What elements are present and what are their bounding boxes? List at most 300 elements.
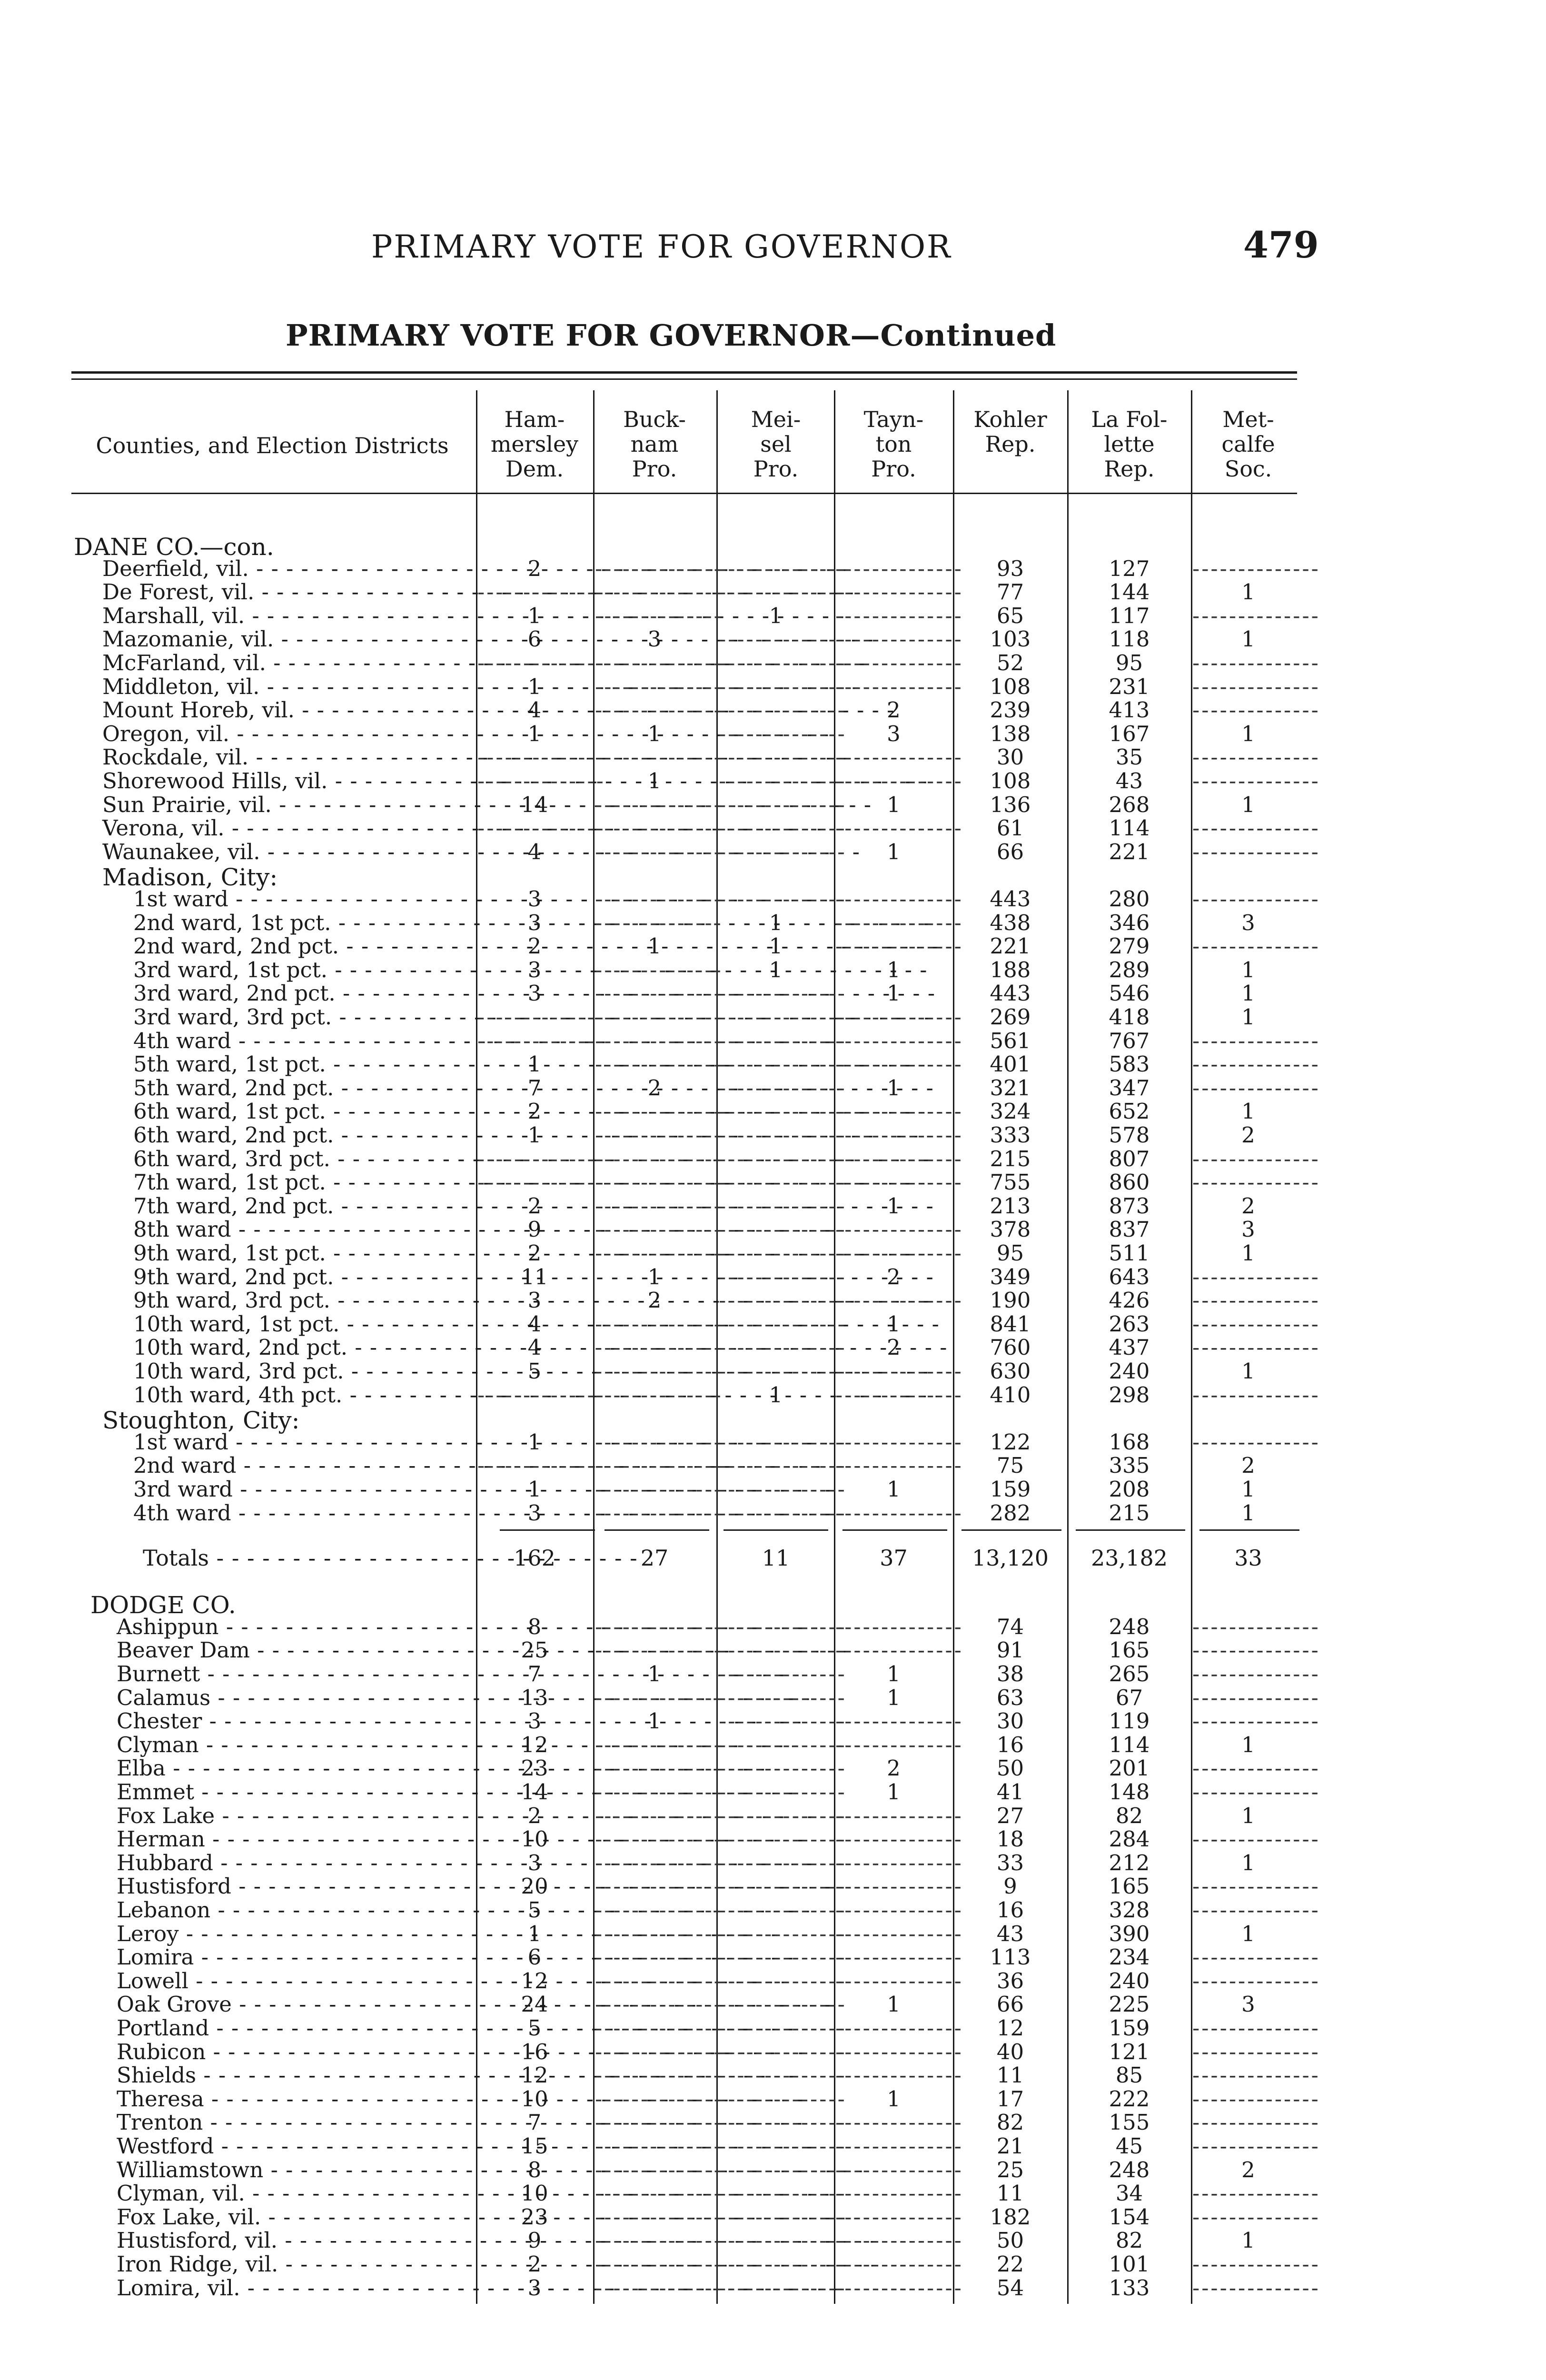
vote-cell: 443 bbox=[990, 981, 1031, 1006]
table-row bbox=[0, 1076, 1546, 1100]
vote-cell: 234 bbox=[1109, 1944, 1150, 1970]
table-row bbox=[0, 2205, 1546, 2229]
vote-cell: -------------- bbox=[1192, 2110, 1320, 2135]
vote-cell: -------------- bbox=[1192, 1708, 1320, 1734]
vote-cell: -------------- bbox=[719, 674, 847, 699]
vote-cell: -------------- bbox=[719, 1779, 847, 1805]
vote-cell: 33 bbox=[1234, 1545, 1262, 1571]
vote-cell: 437 bbox=[1109, 1335, 1150, 1360]
district-name: Totals - - - bbox=[143, 1546, 471, 1570]
vote-cell: -------------- bbox=[719, 2275, 847, 2301]
district-name: Williamstown - - - bbox=[117, 2158, 471, 2182]
vote-cell: -------------- bbox=[1192, 1051, 1320, 1077]
district-name: 2nd ward - - - bbox=[133, 1454, 471, 1478]
vote-cell: -------------- bbox=[595, 2133, 723, 2159]
vote-cell: 113 bbox=[990, 1944, 1031, 1970]
vote-cell: 66 bbox=[996, 1992, 1024, 2017]
vote-cell: 298 bbox=[1109, 1382, 1150, 1408]
vote-cell: 438 bbox=[990, 910, 1031, 935]
vote-cell: 265 bbox=[1109, 1661, 1150, 1686]
vote-cell: 643 bbox=[1109, 1264, 1150, 1289]
vote-cell: 225 bbox=[1109, 1992, 1150, 2017]
vote-cell: 63 bbox=[996, 1685, 1024, 1710]
vote-cell: -------------- bbox=[835, 1708, 963, 1734]
vote-cell: 1 bbox=[769, 957, 783, 982]
district-name: Middleton, vil. - - - bbox=[102, 675, 471, 699]
district-name: 6th ward, 2nd pct. - - - bbox=[133, 1123, 471, 1147]
vote-cell: 837 bbox=[1109, 1217, 1150, 1242]
vote-cell: 755 bbox=[990, 1170, 1031, 1195]
vote-cell: 1 bbox=[1241, 1803, 1255, 1828]
district-name: Marshall, vil. - - - bbox=[102, 604, 471, 628]
district-name: Mazomanie, vil. - - - bbox=[102, 627, 471, 651]
vote-cell: -------------- bbox=[1192, 1028, 1320, 1053]
district-name: Lomira - - - bbox=[117, 1945, 471, 1969]
vote-cell: -------------- bbox=[835, 1146, 963, 1171]
vote-cell: 13,120 bbox=[972, 1545, 1049, 1571]
vote-cell: -------------- bbox=[1192, 2039, 1320, 2064]
vote-cell: 390 bbox=[1109, 1921, 1150, 1946]
table-row bbox=[0, 911, 1546, 935]
vote-cell: 841 bbox=[990, 1311, 1031, 1337]
table-row bbox=[0, 2134, 1546, 2158]
table-row bbox=[0, 2111, 1546, 2134]
vote-cell: 1 bbox=[647, 1708, 662, 1734]
vote-cell: -------------- bbox=[477, 1146, 605, 1171]
vote-cell: -------------- bbox=[719, 1264, 847, 1289]
vote-cell: -------------- bbox=[1192, 2086, 1320, 2112]
vote-cell: -------------- bbox=[1192, 768, 1320, 793]
vote-cell: -------------- bbox=[719, 1028, 847, 1053]
table-row bbox=[0, 1780, 1546, 1804]
vote-cell: 114 bbox=[1109, 1732, 1150, 1757]
vote-cell: 2 bbox=[527, 1240, 542, 1266]
vote-cell: -------------- bbox=[595, 1122, 723, 1148]
table-row bbox=[0, 1383, 1546, 1407]
vote-cell: -------------- bbox=[595, 579, 723, 605]
vote-cell: -------------- bbox=[595, 2251, 723, 2277]
district-name: Elba - - - bbox=[117, 1756, 471, 1780]
vote-cell: 1 bbox=[769, 603, 783, 628]
vote-cell: 248 bbox=[1109, 1614, 1150, 1639]
vote-cell: 860 bbox=[1109, 1170, 1150, 1195]
vote-cell: 222 bbox=[1109, 2086, 1150, 2112]
table-row bbox=[0, 1686, 1546, 1710]
vote-cell: -------------- bbox=[595, 815, 723, 841]
vote-cell: -------------- bbox=[1192, 1968, 1320, 1993]
table-row bbox=[0, 1662, 1546, 1686]
vote-cell: 127 bbox=[1109, 555, 1150, 581]
vote-cell: 5 bbox=[527, 2015, 542, 2041]
vote-cell: 10 bbox=[521, 2181, 548, 2206]
table-row bbox=[0, 1312, 1546, 1336]
column-header: Buck- nam Pro. bbox=[623, 407, 686, 482]
vote-cell: 201 bbox=[1109, 1755, 1150, 1781]
vote-cell: -------------- bbox=[835, 886, 963, 912]
vote-cell: 2 bbox=[887, 1755, 901, 1781]
vote-cell: 410 bbox=[990, 1382, 1031, 1408]
column-header: La Fol- lette Rep. bbox=[1091, 407, 1168, 482]
vote-cell: -------------- bbox=[1192, 744, 1320, 770]
vote-cell: -------------- bbox=[835, 2133, 963, 2159]
district-name: De Forest, vil. - - - bbox=[102, 580, 471, 604]
table-row bbox=[0, 1218, 1546, 1241]
vote-cell: -------------- bbox=[719, 2204, 847, 2230]
table-row bbox=[0, 1123, 1546, 1147]
vote-cell: 1 bbox=[1241, 1850, 1255, 1875]
vote-cell: 1 bbox=[769, 1382, 783, 1408]
vote-cell: -------------- bbox=[835, 768, 963, 793]
column-header: Tayn- ton Pro. bbox=[863, 407, 924, 482]
vote-cell: -------------- bbox=[595, 1170, 723, 1195]
district-name: 2nd ward, 2nd pct. - - - bbox=[133, 934, 471, 958]
vote-cell: 3 bbox=[527, 886, 542, 912]
table-row bbox=[0, 698, 1546, 722]
district-name: Fox Lake - - - bbox=[117, 1804, 471, 1828]
vote-cell: 2 bbox=[887, 1335, 901, 1360]
vote-cell: 27 bbox=[640, 1545, 669, 1571]
vote-cell: 168 bbox=[1109, 1429, 1150, 1455]
table-row bbox=[0, 1147, 1546, 1171]
vote-cell: 6 bbox=[527, 1944, 542, 1970]
district-name: Waunakee, vil. - - - bbox=[102, 840, 471, 864]
vote-cell: -------------- bbox=[719, 1099, 847, 1124]
vote-cell: -------------- bbox=[835, 2110, 963, 2135]
vote-cell: 82 bbox=[996, 2110, 1024, 2135]
vote-cell: -------------- bbox=[1192, 1075, 1320, 1101]
vote-cell: 25 bbox=[521, 1637, 548, 1663]
district-name: Verona, vil. - - - bbox=[102, 816, 471, 840]
vote-cell: 133 bbox=[1109, 2275, 1150, 2301]
vote-cell: -------------- bbox=[595, 1453, 723, 1478]
vote-cell: 263 bbox=[1109, 1311, 1150, 1337]
vote-cell: -------------- bbox=[719, 1288, 847, 1313]
vote-cell: 3 bbox=[1241, 910, 1255, 935]
vote-cell: -------------- bbox=[1192, 933, 1320, 959]
vote-cell: -------------- bbox=[719, 2063, 847, 2088]
vote-cell: -------------- bbox=[835, 910, 963, 935]
district-name: 2nd ward, 1st pct. - - - bbox=[133, 911, 471, 935]
vote-cell: 1 bbox=[527, 1921, 542, 1946]
vote-cell: -------------- bbox=[595, 650, 723, 675]
vote-cell: -------------- bbox=[595, 886, 723, 912]
vote-cell: 1 bbox=[1241, 957, 1255, 982]
vote-cell: 546 bbox=[1109, 981, 1150, 1006]
vote-cell: 52 bbox=[996, 650, 1024, 675]
district-name: 9th ward, 3rd pct. - - - bbox=[133, 1289, 471, 1312]
vote-cell: 2 bbox=[887, 697, 901, 723]
vote-cell: 25 bbox=[996, 2157, 1024, 2182]
table-row bbox=[0, 722, 1546, 746]
district-name: Oregon, vil. - - - bbox=[102, 722, 471, 746]
vote-cell: 215 bbox=[990, 1146, 1031, 1171]
vote-cell: 767 bbox=[1109, 1028, 1150, 1053]
vote-cell: 1 bbox=[1241, 579, 1255, 605]
vote-cell: -------------- bbox=[835, 2181, 963, 2206]
district-name: 4th ward - - - bbox=[133, 1501, 471, 1525]
district-name: Westford - - - bbox=[117, 2134, 471, 2158]
vote-cell: -------------- bbox=[595, 2275, 723, 2301]
vote-cell: 30 bbox=[996, 1708, 1024, 1734]
vote-cell: -------------- bbox=[477, 579, 605, 605]
vote-cell: 1 bbox=[647, 1661, 662, 1686]
table-row bbox=[0, 2252, 1546, 2276]
district-name: Emmet - - - bbox=[117, 1780, 471, 1804]
table-row bbox=[0, 1478, 1546, 1501]
vote-cell: 1 bbox=[887, 2086, 901, 2112]
vote-cell: -------------- bbox=[719, 1453, 847, 1478]
vote-cell: -------------- bbox=[1192, 1944, 1320, 1970]
vote-cell: -------------- bbox=[719, 768, 847, 793]
vote-cell: 22 bbox=[996, 2251, 1024, 2277]
vote-cell: -------------- bbox=[719, 1637, 847, 1663]
vote-cell: -------------- bbox=[595, 981, 723, 1006]
vote-cell: 3 bbox=[1241, 1992, 1255, 2017]
vote-cell: -------------- bbox=[719, 839, 847, 864]
table-row bbox=[0, 651, 1546, 675]
district-name: 1st ward - - - bbox=[133, 1430, 471, 1454]
vote-cell: 11 bbox=[521, 1264, 548, 1289]
vote-cell: -------------- bbox=[835, 933, 963, 959]
vote-cell: 10 bbox=[521, 2086, 548, 2112]
vote-cell: 23 bbox=[521, 1755, 548, 1781]
vote-cell: 144 bbox=[1109, 579, 1150, 605]
vote-cell: -------------- bbox=[1192, 2251, 1320, 2277]
district-name: 10th ward, 2nd pct. - - - bbox=[133, 1336, 471, 1359]
vote-cell: -------------- bbox=[835, 1826, 963, 1852]
vote-cell: -------------- bbox=[595, 2039, 723, 2064]
district-name: 10th ward, 1st pct. - - - bbox=[133, 1312, 471, 1336]
vote-cell: -------------- bbox=[1192, 839, 1320, 864]
vote-cell: 95 bbox=[996, 1240, 1024, 1266]
vote-cell: -------------- bbox=[719, 2228, 847, 2253]
vote-cell: 2 bbox=[1241, 1193, 1255, 1219]
vote-cell: -------------- bbox=[1192, 1685, 1320, 1710]
vote-cell: 85 bbox=[1115, 2063, 1143, 2088]
table-row bbox=[0, 1709, 1546, 1733]
vote-cell: 3 bbox=[527, 2275, 542, 2301]
vote-cell: -------------- bbox=[1192, 555, 1320, 581]
table-row bbox=[0, 1898, 1546, 1922]
vote-cell: 43 bbox=[996, 1921, 1024, 1946]
vote-cell: -------------- bbox=[835, 1453, 963, 1478]
sum-line bbox=[605, 1529, 709, 1531]
vote-cell: -------------- bbox=[595, 1803, 723, 1828]
vote-cell: 1 bbox=[1241, 1921, 1255, 1946]
vote-cell: 1 bbox=[887, 1193, 901, 1219]
district-name: 3rd ward - - - bbox=[133, 1478, 471, 1501]
vote-cell: -------------- bbox=[595, 1335, 723, 1360]
vote-cell: 14 bbox=[521, 792, 548, 817]
vote-cell: 221 bbox=[990, 933, 1031, 959]
vote-cell: -------------- bbox=[835, 1850, 963, 1875]
district-name: Clyman, vil. - - - bbox=[117, 2182, 471, 2205]
table-row bbox=[0, 1969, 1546, 1993]
vote-cell: 1 bbox=[769, 910, 783, 935]
vote-cell: 2 bbox=[1241, 2157, 1255, 2182]
vote-cell: -------------- bbox=[595, 1500, 723, 1526]
district-name: Ashippun - - - bbox=[117, 1615, 471, 1639]
vote-cell: 1 bbox=[887, 981, 901, 1006]
vote-cell: 578 bbox=[1109, 1122, 1150, 1148]
vote-cell: 231 bbox=[1109, 674, 1150, 699]
vote-cell: 27 bbox=[996, 1803, 1024, 1828]
vote-cell: 347 bbox=[1109, 1075, 1150, 1101]
district-name: Lowell - - - bbox=[117, 1969, 471, 1993]
vote-cell: 9 bbox=[527, 1217, 542, 1242]
district-name: 8th ward - - - bbox=[133, 1218, 471, 1241]
vote-cell: -------------- bbox=[1192, 697, 1320, 723]
vote-cell: 122 bbox=[990, 1429, 1031, 1455]
vote-cell: -------------- bbox=[835, 626, 963, 652]
vote-cell: -------------- bbox=[719, 1051, 847, 1077]
vote-cell: -------------- bbox=[835, 2063, 963, 2088]
column-header: Met- calfe Soc. bbox=[1221, 407, 1275, 482]
vote-cell: -------------- bbox=[477, 815, 605, 841]
vote-cell: -------------- bbox=[477, 1453, 605, 1478]
vote-cell: 3 bbox=[647, 626, 662, 652]
vote-cell: -------------- bbox=[719, 1217, 847, 1242]
vote-cell: 162 bbox=[514, 1545, 555, 1571]
table-row bbox=[0, 1265, 1546, 1289]
vote-cell: 1 bbox=[1241, 1500, 1255, 1526]
vote-cell: -------------- bbox=[719, 1311, 847, 1337]
district-name: Chester - - - bbox=[117, 1709, 471, 1733]
vote-cell: 114 bbox=[1109, 815, 1150, 841]
vote-cell: -------------- bbox=[595, 2063, 723, 2088]
vote-cell: 1 bbox=[1241, 1240, 1255, 1266]
vote-cell: 1 bbox=[1241, 1359, 1255, 1384]
vote-cell: 1 bbox=[887, 1661, 901, 1686]
table-row bbox=[0, 1100, 1546, 1123]
vote-cell: 159 bbox=[990, 1477, 1031, 1502]
vote-cell: -------------- bbox=[595, 1826, 723, 1852]
vote-cell: 208 bbox=[1109, 1477, 1150, 1502]
vote-cell: -------------- bbox=[719, 1193, 847, 1219]
district-name: 3rd ward, 2nd pct. - - - bbox=[133, 982, 471, 1005]
vote-cell: 1 bbox=[647, 933, 662, 959]
vote-cell: -------------- bbox=[719, 1685, 847, 1710]
vote-cell: -------------- bbox=[719, 1708, 847, 1734]
table-row bbox=[0, 1804, 1546, 1828]
vote-cell: 1 bbox=[887, 1075, 901, 1101]
vote-cell: 37 bbox=[880, 1545, 908, 1571]
vote-cell: 12 bbox=[996, 2015, 1024, 2041]
vote-cell: 75 bbox=[996, 1453, 1024, 1478]
table-row bbox=[0, 2158, 1546, 2182]
vote-cell: 1 bbox=[1241, 1732, 1255, 1757]
vote-cell: -------------- bbox=[835, 1874, 963, 1899]
table-row bbox=[0, 2016, 1546, 2040]
vote-cell: 136 bbox=[990, 792, 1031, 817]
vote-cell: -------------- bbox=[835, 1637, 963, 1663]
district-name: Hustisford, vil. - - - bbox=[117, 2229, 471, 2252]
table-row bbox=[0, 1170, 1546, 1194]
vote-cell: -------------- bbox=[1192, 603, 1320, 628]
vote-cell: -------------- bbox=[477, 1382, 605, 1408]
vote-cell: -------------- bbox=[1192, 1755, 1320, 1781]
vote-cell: -------------- bbox=[719, 1146, 847, 1171]
vote-cell: -------------- bbox=[835, 1240, 963, 1266]
vote-cell: -------------- bbox=[595, 1614, 723, 1639]
vote-cell: -------------- bbox=[835, 1382, 963, 1408]
totals-row bbox=[0, 1546, 1546, 1570]
district-name: McFarland, vil. - - - bbox=[102, 651, 471, 675]
vote-cell: 20 bbox=[521, 1874, 548, 1899]
vote-cell: 333 bbox=[990, 1122, 1031, 1148]
district-name: Iron Ridge, vil. - - - bbox=[117, 2252, 471, 2276]
district-name: Portland - - - bbox=[117, 2016, 471, 2040]
vote-cell: -------------- bbox=[835, 1968, 963, 1993]
top-rule-thin bbox=[71, 378, 1297, 380]
city-heading-stoughton: Stoughton, City: bbox=[102, 1407, 300, 1435]
vote-cell: 335 bbox=[1109, 1453, 1150, 1478]
vote-cell: 1 bbox=[527, 603, 542, 628]
vote-cell: 11 bbox=[996, 2181, 1024, 2206]
vote-cell: 117 bbox=[1109, 603, 1150, 628]
vote-cell: 18 bbox=[996, 1826, 1024, 1852]
vote-cell: 807 bbox=[1109, 1146, 1150, 1171]
table-row bbox=[0, 1615, 1546, 1639]
table-row bbox=[0, 769, 1546, 793]
vote-cell: -------------- bbox=[835, 1099, 963, 1124]
vote-cell: 1 bbox=[527, 721, 542, 746]
vote-cell: -------------- bbox=[1192, 1311, 1320, 1337]
vote-cell: 3 bbox=[527, 1850, 542, 1875]
district-name: 6th ward, 3rd pct. - - - bbox=[133, 1147, 471, 1171]
table-row bbox=[0, 840, 1546, 864]
vote-cell: 1 bbox=[1241, 981, 1255, 1006]
vote-cell: -------------- bbox=[835, 555, 963, 581]
district-name: Theresa - - - bbox=[117, 2087, 471, 2111]
vote-cell: 11 bbox=[996, 2063, 1024, 2088]
vote-cell: -------------- bbox=[1192, 2204, 1320, 2230]
vote-cell: -------------- bbox=[719, 1240, 847, 1266]
table-row bbox=[0, 1501, 1546, 1525]
vote-cell: -------------- bbox=[719, 981, 847, 1006]
vote-cell: -------------- bbox=[595, 1051, 723, 1077]
vote-cell: 1 bbox=[647, 768, 662, 793]
vote-cell: 12 bbox=[521, 2063, 548, 2088]
vote-cell: 9 bbox=[1003, 1874, 1017, 1899]
vote-cell: -------------- bbox=[595, 1099, 723, 1124]
vote-cell: -------------- bbox=[719, 1477, 847, 1502]
sum-line bbox=[500, 1529, 595, 1531]
vote-cell: 36 bbox=[996, 1968, 1024, 1993]
vote-cell: -------------- bbox=[1192, 1637, 1320, 1663]
table-row bbox=[0, 1241, 1546, 1265]
vote-cell: 2 bbox=[527, 933, 542, 959]
vote-cell: -------------- bbox=[719, 626, 847, 652]
table-row bbox=[0, 1005, 1546, 1029]
column-header: Mei- sel Pro. bbox=[751, 407, 801, 482]
vote-cell: -------------- bbox=[835, 1500, 963, 1526]
vote-cell: -------------- bbox=[719, 815, 847, 841]
vote-cell: -------------- bbox=[595, 2204, 723, 2230]
vote-cell: -------------- bbox=[1192, 1288, 1320, 1313]
vote-cell: -------------- bbox=[835, 1051, 963, 1077]
vote-cell: -------------- bbox=[719, 886, 847, 912]
vote-cell: 118 bbox=[1109, 626, 1150, 652]
vote-cell: -------------- bbox=[835, 1614, 963, 1639]
vote-cell: -------------- bbox=[595, 1359, 723, 1384]
vote-cell: 760 bbox=[990, 1335, 1031, 1360]
vote-cell: 3 bbox=[1241, 1217, 1255, 1242]
vote-cell: -------------- bbox=[595, 1429, 723, 1455]
vote-cell: 346 bbox=[1109, 910, 1150, 935]
vote-cell: -------------- bbox=[835, 650, 963, 675]
vote-cell: 3 bbox=[527, 1288, 542, 1313]
